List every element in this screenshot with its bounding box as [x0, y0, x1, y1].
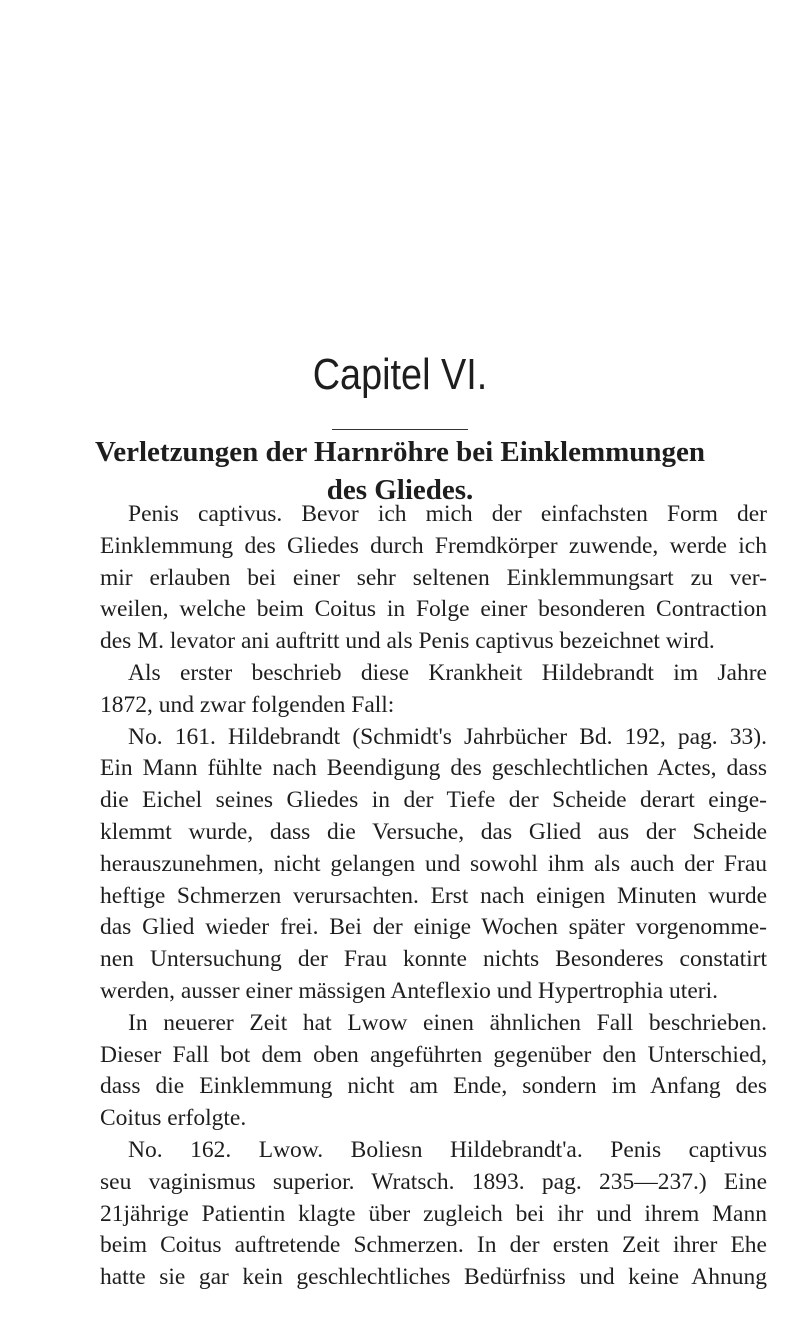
paragraph	[100, 658, 767, 722]
text-line: herauszunehmen, nicht gelangen und sowohl ihm als auch der Frau	[100, 850, 767, 877]
text-line: Dieser Fall bot dem oben angeführten gegenüber den Unterschied,	[100, 1041, 767, 1068]
text-line: beim Coitus auftretende Schmerzen. In der ersten Zeit ihrer Ehe	[100, 1232, 767, 1259]
text-line: mir erlauben bei einer sehr seltenen Einklemmungsart zu ver-	[100, 564, 767, 591]
text-line: hatte sie gar kein geschlechtliches Bedürfniss und keine Ahnung	[100, 1264, 767, 1291]
text-line: Ein Mann fühlte nach Beendigung des geschlechtlichen Actes, dass	[100, 755, 767, 782]
text-line: seu vaginismus superior. Wratsch. 1893. pag. 235—237.) Eine	[100, 1168, 767, 1195]
text-line: des M. levator ani auftritt und als Penis captivus bezeichnet wird.	[100, 628, 715, 655]
paragraph	[100, 1135, 767, 1294]
section-heading-line-2: des Gliedes.	[326, 474, 474, 506]
text-line: weilen, welche beim Coitus in Folge einer besonderen Contraction	[100, 596, 767, 623]
body-text	[100, 499, 767, 1294]
text-line: dass die Einklemmung nicht am Ende, sondern im Anfang des	[100, 1073, 767, 1100]
text-line: 1872, und zwar folgenden Fall:	[100, 691, 395, 718]
text-line: Penis captivus. Bevor ich mich der einfachsten Form der	[128, 501, 767, 527]
text-line: Coitus erfolgte.	[100, 1105, 247, 1132]
text-line: klemmt wurde, dass die Versuche, das Glied aus der Scheide	[100, 818, 767, 845]
text-line: In neuerer Zeit hat Lwow einen ähnlichen Fall beschrieben.	[128, 1009, 767, 1036]
text-line: das Glied wieder frei. Bei der einige Wochen später vorgenomme-	[100, 914, 767, 941]
text-line: die Eichel seines Gliedes in der Tiefe der Scheide derart einge-	[100, 787, 767, 814]
text-line: nen Untersuchung der Frau konnte nichts Besonderes constatirt	[100, 946, 767, 973]
section-heading	[0, 433, 800, 509]
text-line: 21jährige Patientin klagte über zugleich bei ihr und ihrem Mann	[100, 1200, 767, 1227]
paragraph	[100, 499, 767, 658]
text-line: Als erster beschrieb diese Krankheit Hildebrandt im Jahre	[128, 659, 767, 686]
title-divider	[332, 429, 468, 430]
chapter-title: Capitel VI.	[312, 350, 488, 399]
text-line: werden, ausser einer mässigen Anteflexio und Hypertrophia uteri.	[100, 977, 718, 1004]
paragraph	[100, 722, 767, 1008]
paragraph	[100, 1008, 767, 1135]
text-line: Einklemmung des Gliedes durch Fremdkörper zuwende, werde ich	[100, 532, 767, 559]
section-heading-line-1: Verletzungen der Harnröhre bei Einklemmungen	[94, 436, 706, 468]
text-line: heftige Schmerzen verursachten. Erst nach einigen Minuten wurde	[100, 882, 767, 909]
text-line: No. 161. Hildebrandt (Schmidt's Jahrbücher Bd. 192, pag. 33).	[128, 723, 767, 750]
text-line: No. 162. Lwow. Boliesn Hildebrandt'a. Penis captivus	[128, 1136, 767, 1163]
